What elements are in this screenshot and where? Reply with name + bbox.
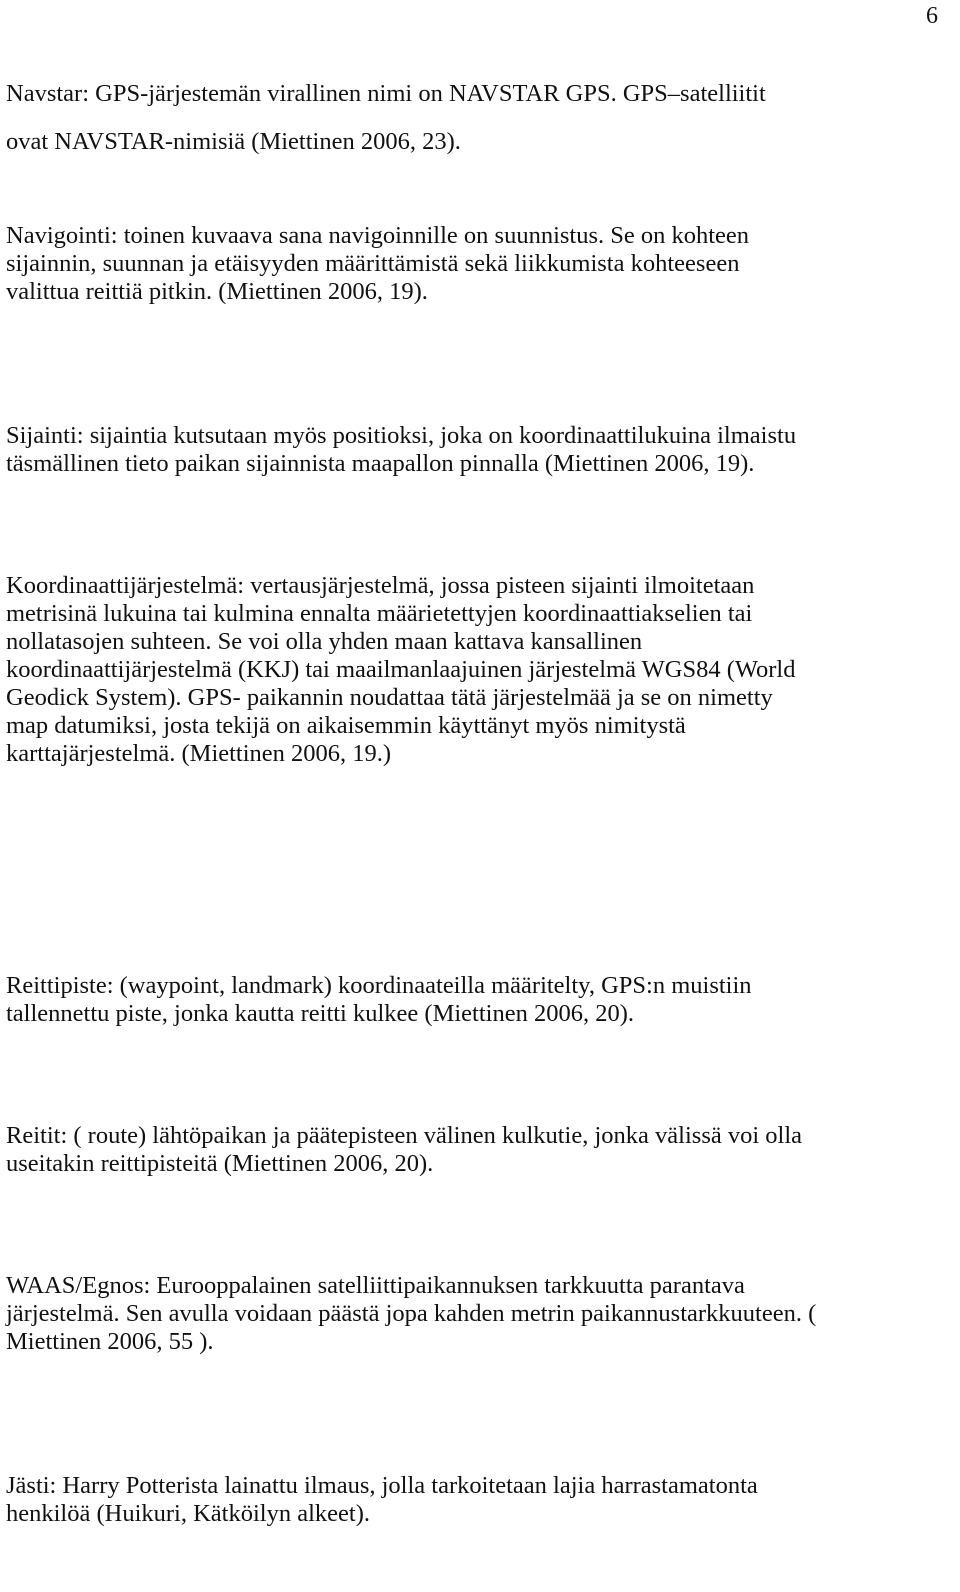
text-line: Geodick System). GPS- paikannin noudattaa tätä järjestelmää ja se on nimetty: [6, 684, 773, 711]
text-line: valittua reittiä pitkin. (Miettinen 2006, 19).: [6, 278, 428, 305]
text-line: Koordinaattijärjestelmä: vertausjärjestelmä, jossa pisteen sijainti ilmoitetaan: [6, 572, 755, 599]
text-line: WAAS/Egnos: Eurooppalainen satelliittipaikannuksen tarkkuutta parantava: [6, 1272, 745, 1299]
glossary-entry-sijainti: [6, 422, 941, 478]
glossary-entry-jasti: [6, 1472, 941, 1528]
text-line: metrisinä lukuina tai kulmina ennalta määrietettyjen koordinaattiakselien tai: [6, 600, 753, 627]
text-line: Miettinen 2006, 55 ).: [6, 1328, 214, 1355]
text-line: ovat NAVSTAR-nimisiä (Miettinen 2006, 23).: [6, 128, 461, 155]
text-line: Reittipiste: (waypoint, landmark) koordinaateilla määritelty, GPS:n muistiin: [6, 972, 752, 999]
text-line: Reitit: ( route) lähtöpaikan ja päätepisteen välinen kulkutie, jonka välissä voi olla: [6, 1122, 803, 1149]
glossary-entry-reitit: [6, 1122, 941, 1178]
text-line: tallennettu piste, jonka kautta reitti kulkee (Miettinen 2006, 20).: [6, 1000, 634, 1027]
text-line: karttajärjestelmä. (Miettinen 2006, 19.): [6, 740, 392, 767]
glossary-entry-navigointi: [6, 222, 941, 306]
text-line: useitakin reittipisteitä (Miettinen 2006, 20).: [6, 1150, 434, 1177]
text-line: henkilöä (Huikuri, Kätköilyn alkeet).: [6, 1500, 370, 1527]
glossary-entry-reittipiste: [6, 972, 941, 1028]
text-line: Navstar: GPS-järjestemän virallinen nimi on NAVSTAR GPS. GPS–satelliitit: [6, 80, 766, 107]
text-line: nollatasojen suhteen. Se voi olla yhden maan kattava kansallinen: [6, 628, 643, 655]
page-number: 6: [926, 3, 938, 29]
text-line: täsmällinen tieto paikan sijainnista maapallon pinnalla (Miettinen 2006, 19).: [6, 450, 755, 477]
text-line: koordinaattijärjestelmä (KKJ) tai maailmanlaajuinen järjestelmä WGS84 (World: [6, 656, 796, 683]
text-line: sijainnin, suunnan ja etäisyyden määrittämistä sekä liikkumista kohteeseen: [6, 250, 740, 277]
text-line: järjestelmä. Sen avulla voidaan päästä jopa kahden metrin paikannustarkkuuteen. (: [6, 1300, 817, 1327]
glossary-entry-koordinaattijarjestelma: [6, 572, 941, 768]
text-line: map datumiksi, josta tekijä on aikaisemmin käyttänyt myös nimitystä: [6, 712, 686, 739]
text-line: Sijainti: sijaintia kutsutaan myös positioksi, joka on koordinaattilukuina ilmaistu: [6, 422, 797, 449]
text-line: Jästi: Harry Potterista lainattu ilmaus, jolla tarkoitetaan lajia harrastamatonta: [6, 1472, 758, 1499]
glossary-entry-navstar: [6, 70, 941, 166]
text-line: Navigointi: toinen kuvaava sana navigoinnille on suunnistus. Se on kohteen: [6, 222, 750, 249]
glossary-entry-waas-egnos: [6, 1272, 941, 1356]
